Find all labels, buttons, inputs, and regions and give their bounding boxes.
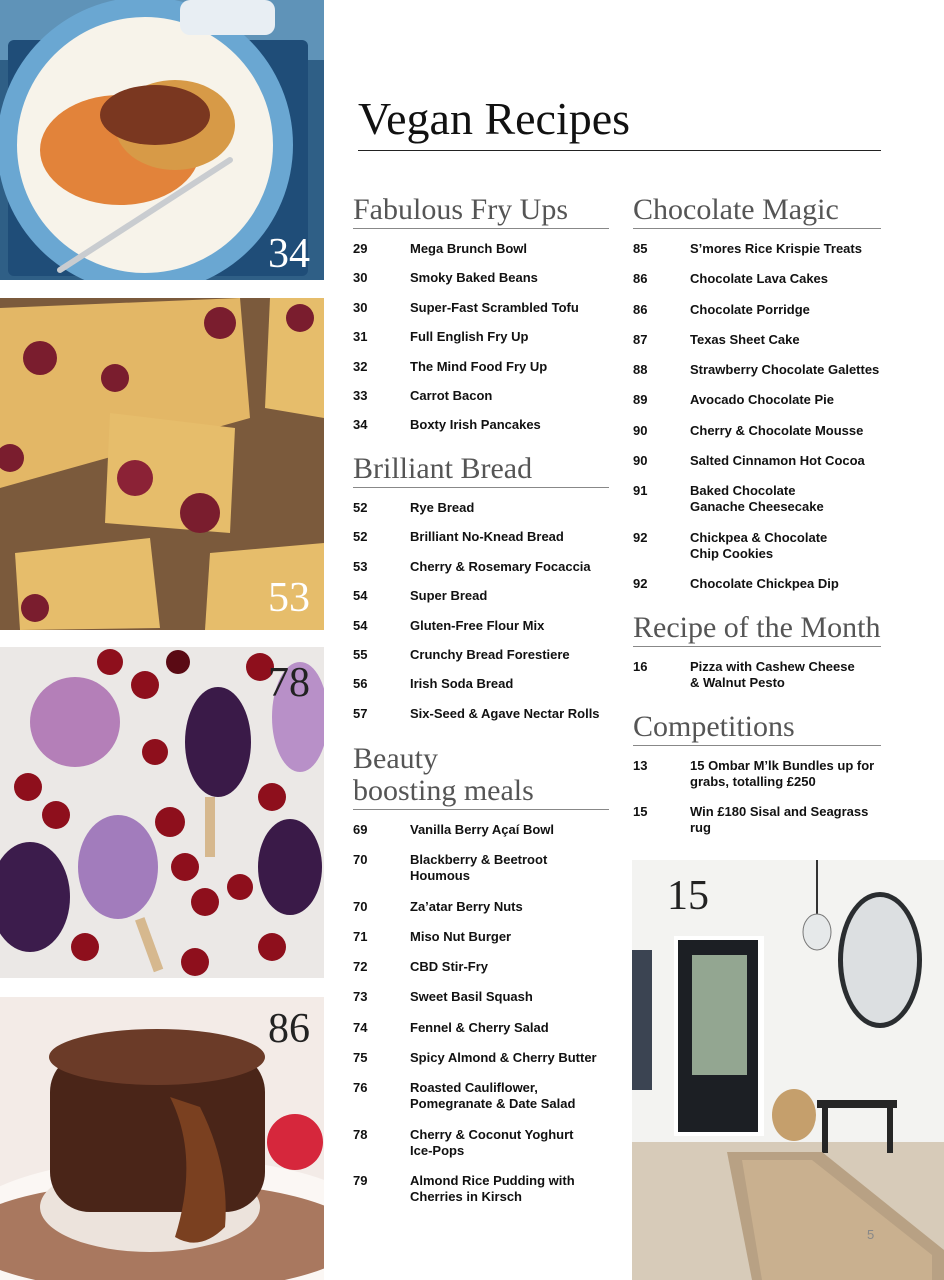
recipe-entry <box>353 300 609 316</box>
section-heading-line: Recipe of the Month <box>633 611 881 644</box>
recipe-name: Win £180 Sisal and Seagrass rug <box>690 804 869 835</box>
recipe-page-number: 30 <box>353 270 368 286</box>
recipe-page-number: 54 <box>353 588 368 604</box>
recipe-page-number: 76 <box>353 1080 368 1096</box>
recipe-page-number: 53 <box>353 558 368 574</box>
photo-page-number: 15 <box>667 873 709 919</box>
lava-cake-photo <box>0 997 324 1280</box>
recipe-page-number: 29 <box>353 241 368 256</box>
recipe-entry <box>353 647 609 663</box>
recipe-entry <box>353 588 609 604</box>
photo-page-number: 34 <box>268 231 310 277</box>
section-heading <box>353 453 609 488</box>
recipe-name: Chocolate Porridge <box>690 301 810 317</box>
section-fabulous-fry-ups <box>353 194 609 447</box>
section-beauty-boosting-meals <box>353 743 609 1219</box>
fry-up-photo <box>0 0 324 280</box>
hallway-illustration <box>632 860 944 1280</box>
recipe-entry <box>353 929 609 945</box>
recipe-page-number: 90 <box>633 422 648 438</box>
recipe-entry <box>353 559 609 575</box>
recipe-name: Miso Nut Burger <box>410 928 512 944</box>
recipe-name: Sweet Basil Squash <box>410 989 533 1005</box>
recipe-name: The Mind Food Fry Up <box>410 358 548 374</box>
recipe-name: 15 Ombar M’lk Bundles up for grabs, totalling £250 <box>690 758 875 789</box>
recipe-name: Carrot Bacon <box>410 387 493 403</box>
recipe-entry <box>353 989 609 1005</box>
recipe-name: Smoky Baked Beans <box>410 270 538 286</box>
recipe-entry <box>353 529 609 545</box>
recipe-page-number: 88 <box>633 362 648 378</box>
recipe-name: Salted Cinnamon Hot Cocoa <box>690 453 865 469</box>
recipe-entry <box>633 332 881 348</box>
section-heading <box>353 743 609 810</box>
recipe-page-number: 16 <box>633 659 648 674</box>
recipe-name: CBD Stir-Fry <box>410 959 489 975</box>
recipe-entry <box>353 852 609 884</box>
recipe-page-number: 78 <box>353 1126 368 1142</box>
recipe-entry <box>353 1127 609 1159</box>
section-heading <box>633 612 881 647</box>
section-recipe-of-the-month <box>633 612 881 691</box>
recipe-page-number: 87 <box>633 331 648 347</box>
recipe-entry <box>353 676 609 692</box>
recipe-name: Super Bread <box>410 588 488 604</box>
recipe-page-number: 85 <box>633 241 648 256</box>
recipe-page-number: 31 <box>353 329 368 345</box>
recipe-page-number: 52 <box>353 500 368 515</box>
recipe-name: Vanilla Berry Açaí Bowl <box>410 822 555 837</box>
section-heading <box>633 711 881 746</box>
section-chocolate-magic <box>633 194 881 606</box>
recipe-page-number: 75 <box>353 1050 368 1066</box>
recipe-page-number: 30 <box>353 299 368 315</box>
page-title: Vegan Recipes <box>358 92 881 151</box>
ice-pops-photo <box>0 647 324 978</box>
recipe-name: Rye Bread <box>410 500 475 515</box>
recipe-entry <box>633 804 881 836</box>
recipe-page-number: 86 <box>633 271 648 287</box>
photo-page-number: 78 <box>268 660 310 706</box>
recipe-entry <box>353 270 609 286</box>
recipe-page-number: 86 <box>633 301 648 317</box>
recipe-entry <box>633 576 881 592</box>
recipe-entry <box>353 388 609 404</box>
recipe-name: Cherry & Coconut Yoghurt Ice-Pops <box>410 1126 574 1158</box>
recipe-name: Mega Brunch Bowl <box>410 241 528 256</box>
recipe-name: Boxty Irish Pancakes <box>410 417 541 433</box>
recipe-page-number: 92 <box>633 529 648 545</box>
recipe-page-number: 56 <box>353 676 368 692</box>
recipe-page-number: 52 <box>353 529 368 545</box>
section-heading-line: Chocolate Magic <box>633 193 839 226</box>
section-heading-line: Beauty <box>353 742 438 775</box>
recipe-name: Chocolate Chickpea Dip <box>690 575 839 591</box>
recipe-name: Baked Chocolate Ganache Cheesecake <box>690 483 824 515</box>
recipe-entry <box>353 329 609 345</box>
recipe-page-number: 54 <box>353 617 368 633</box>
recipe-entry <box>633 392 881 408</box>
section-heading <box>633 194 881 229</box>
recipe-name: Texas Sheet Cake <box>690 331 800 347</box>
recipe-page-number: 89 <box>633 392 648 408</box>
recipe-page-number: 55 <box>353 646 368 662</box>
recipe-page-number: 74 <box>353 1019 368 1035</box>
recipe-name: Gluten-Free Flour Mix <box>410 617 545 633</box>
recipe-page-number: 70 <box>353 852 368 868</box>
recipe-page-number: 92 <box>633 575 648 591</box>
recipe-page-number: 32 <box>353 358 368 374</box>
hallway-rug-photo <box>632 860 944 1280</box>
recipe-name: Roasted Cauliflower, Pomegranate & Date Salad <box>410 1080 576 1112</box>
recipe-name: Brilliant No-Knead Bread <box>410 529 564 545</box>
recipe-name: Fennel & Cherry Salad <box>410 1019 549 1035</box>
recipe-entry <box>353 417 609 433</box>
recipe-entry <box>353 959 609 975</box>
recipe-entry <box>353 1173 609 1205</box>
section-heading-line: Brilliant Bread <box>353 452 533 485</box>
recipe-entry <box>633 302 881 318</box>
recipe-entry <box>353 241 609 257</box>
recipe-name: Irish Soda Bread <box>410 676 514 692</box>
section-heading-line: Competitions <box>633 710 795 743</box>
recipe-entry <box>353 1020 609 1036</box>
recipe-name: S’mores Rice Krispie Treats <box>690 241 862 256</box>
recipe-page-number: 15 <box>633 804 648 819</box>
recipe-entry <box>633 453 881 469</box>
recipe-name: Pizza with Cashew Cheese & Walnut Pesto <box>690 659 855 690</box>
recipe-page-number: 69 <box>353 822 368 837</box>
recipe-name: Six-Seed & Agave Nectar Rolls <box>410 705 600 721</box>
recipe-entry <box>633 423 881 439</box>
recipe-entry <box>353 899 609 915</box>
section-heading-line: Fabulous Fry Ups <box>353 193 569 226</box>
recipe-entry <box>353 500 609 516</box>
recipe-name: Super-Fast Scrambled Tofu <box>410 299 579 315</box>
recipe-name: Crunchy Bread Forestiere <box>410 646 570 662</box>
recipe-entry <box>633 362 881 378</box>
recipe-name: Chocolate Lava Cakes <box>690 271 829 287</box>
recipe-name: Za’atar Berry Nuts <box>410 898 523 914</box>
recipe-entry <box>633 241 881 257</box>
recipe-entry <box>353 1050 609 1066</box>
recipe-name: Spicy Almond & Cherry Butter <box>410 1050 597 1066</box>
recipe-entry <box>353 822 609 838</box>
page-folio: 5 <box>867 1227 875 1242</box>
photo-page-number: 86 <box>268 1006 310 1052</box>
recipe-name: Cherry & Chocolate Mousse <box>690 422 864 438</box>
recipe-entry <box>353 1080 609 1112</box>
recipe-page-number: 71 <box>353 928 368 944</box>
recipe-page-number: 34 <box>353 417 368 433</box>
recipe-name: Full English Fry Up <box>410 329 529 345</box>
focaccia-photo <box>0 298 324 630</box>
recipe-entry <box>633 271 881 287</box>
recipe-name: Strawberry Chocolate Galettes <box>690 362 880 378</box>
section-heading <box>353 194 609 229</box>
recipe-name: Cherry & Rosemary Focaccia <box>410 558 591 574</box>
photo-page-number: 53 <box>268 575 310 621</box>
recipe-page-number: 72 <box>353 959 368 975</box>
recipe-entry <box>353 618 609 634</box>
recipe-entry <box>633 483 881 515</box>
recipe-entry <box>633 758 881 790</box>
section-competitions <box>633 711 881 850</box>
recipe-entry <box>353 706 609 722</box>
recipe-page-number: 73 <box>353 989 368 1005</box>
recipe-entry <box>353 359 609 375</box>
recipe-name: Almond Rice Pudding with Cherries in Kirsch <box>410 1172 575 1204</box>
recipe-page-number: 13 <box>633 758 648 773</box>
recipe-name: Blackberry & Beetroot Houmous <box>410 852 548 884</box>
section-heading-line: boosting meals <box>353 774 534 807</box>
section-brilliant-bread <box>353 453 609 735</box>
recipe-entry <box>633 530 881 562</box>
recipe-page-number: 79 <box>353 1172 368 1188</box>
recipe-entry <box>633 659 881 691</box>
recipe-page-number: 91 <box>633 483 648 499</box>
recipe-name: Avocado Chocolate Pie <box>690 392 834 408</box>
recipe-page-number: 33 <box>353 387 368 403</box>
recipe-page-number: 57 <box>353 705 368 721</box>
recipe-page-number: 90 <box>633 453 648 469</box>
recipe-name: Chickpea & Chocolate Chip Cookies <box>690 529 828 561</box>
recipe-page-number: 70 <box>353 898 368 914</box>
